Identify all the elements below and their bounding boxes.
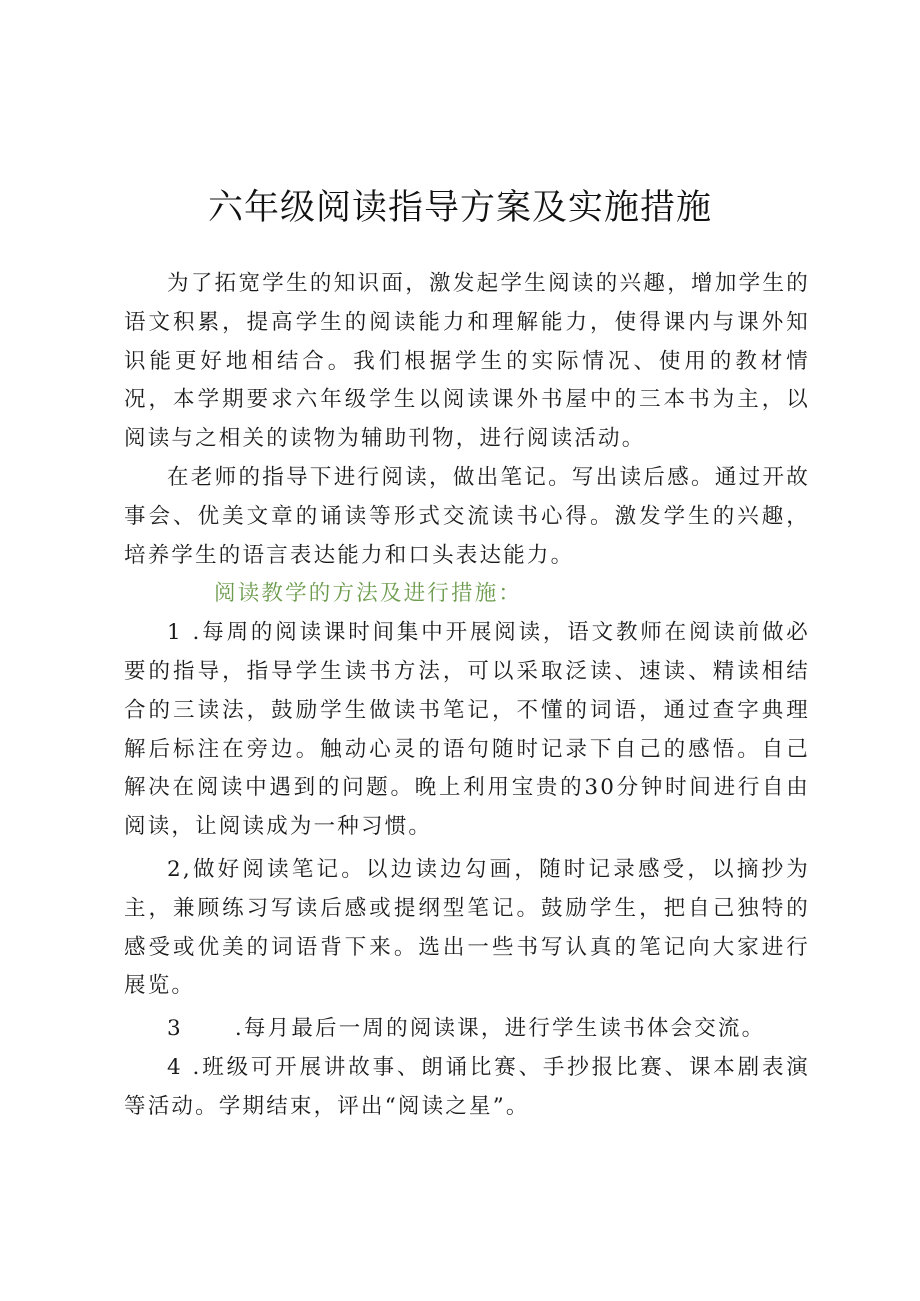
list-item-2 (124, 851, 810, 1006)
document-title: 六年级阅读指导方案及实施措施 (207, 188, 712, 228)
document-body (124, 265, 810, 1127)
list-item-3 (124, 1010, 810, 1049)
list-item-number: 2 (167, 856, 183, 882)
list-item-text: .每周的阅读课时间集中开展阅读，语文教师在阅读前做必要的指导，指导学生读书方法，可以采取泛读、速读、精读相结合的三读法，鼓励学生做读书笔记，不懂的词语，通过查字典理解后标注在旁边。触动心灵的语句随时记录下自己的感悟。自己解决在阅读中遇到的问题。晚上利用宝贵的30分钟时间进行自由阅读，让阅读成为一种习惯。 (124, 620, 810, 840)
list-item-text: .班级可开展讲故事、朗诵比赛、手抄报比赛、课本剧表演等活动。学期结束，评出“阅读之星”。 (124, 1054, 810, 1119)
list-item-text: ,做好阅读笔记。以边读边勾画，随时记录感受，以摘抄为主，兼顾练习写读后感或提纲型笔记。鼓励学生，把自己独特的感受或优美的词语背下来。选出一些书写认真的笔记向大家进行展览。 (124, 856, 810, 999)
guidance-paragraph: 在老师的指导下进行阅读，做出笔记。写出读后感。通过开故事会、优美文章的诵读等形式交流读书心得。激发学生的兴趣，培养学生的语言表达能力和口头表达能力。 (124, 464, 810, 568)
intro-paragraph: 为了拓宽学生的知识面，激发起学生阅读的兴趣，增加学生的语文积累，提高学生的阅读能力和理解能力，使得课内与课外知识能更好地相结合。我们根据学生的实际情况、使用的教材情况，本学期要求六年级学生以阅读课外书屋中的三本书为主，以阅读与之相关的读物为辅助刊物，进行阅读活动。 (124, 271, 810, 452)
list-item-number: 3 (167, 1016, 183, 1042)
list-item-number: 1 (167, 620, 183, 646)
list-item-text: .每月最后一周的阅读课，进行学生读书体会交流。 (234, 1016, 766, 1042)
list-item-1 (124, 614, 810, 847)
list-item-4 (124, 1049, 810, 1127)
list-item-number: 4 (167, 1054, 183, 1080)
section-heading: 阅读教学的方法及进行措施： (214, 581, 523, 607)
